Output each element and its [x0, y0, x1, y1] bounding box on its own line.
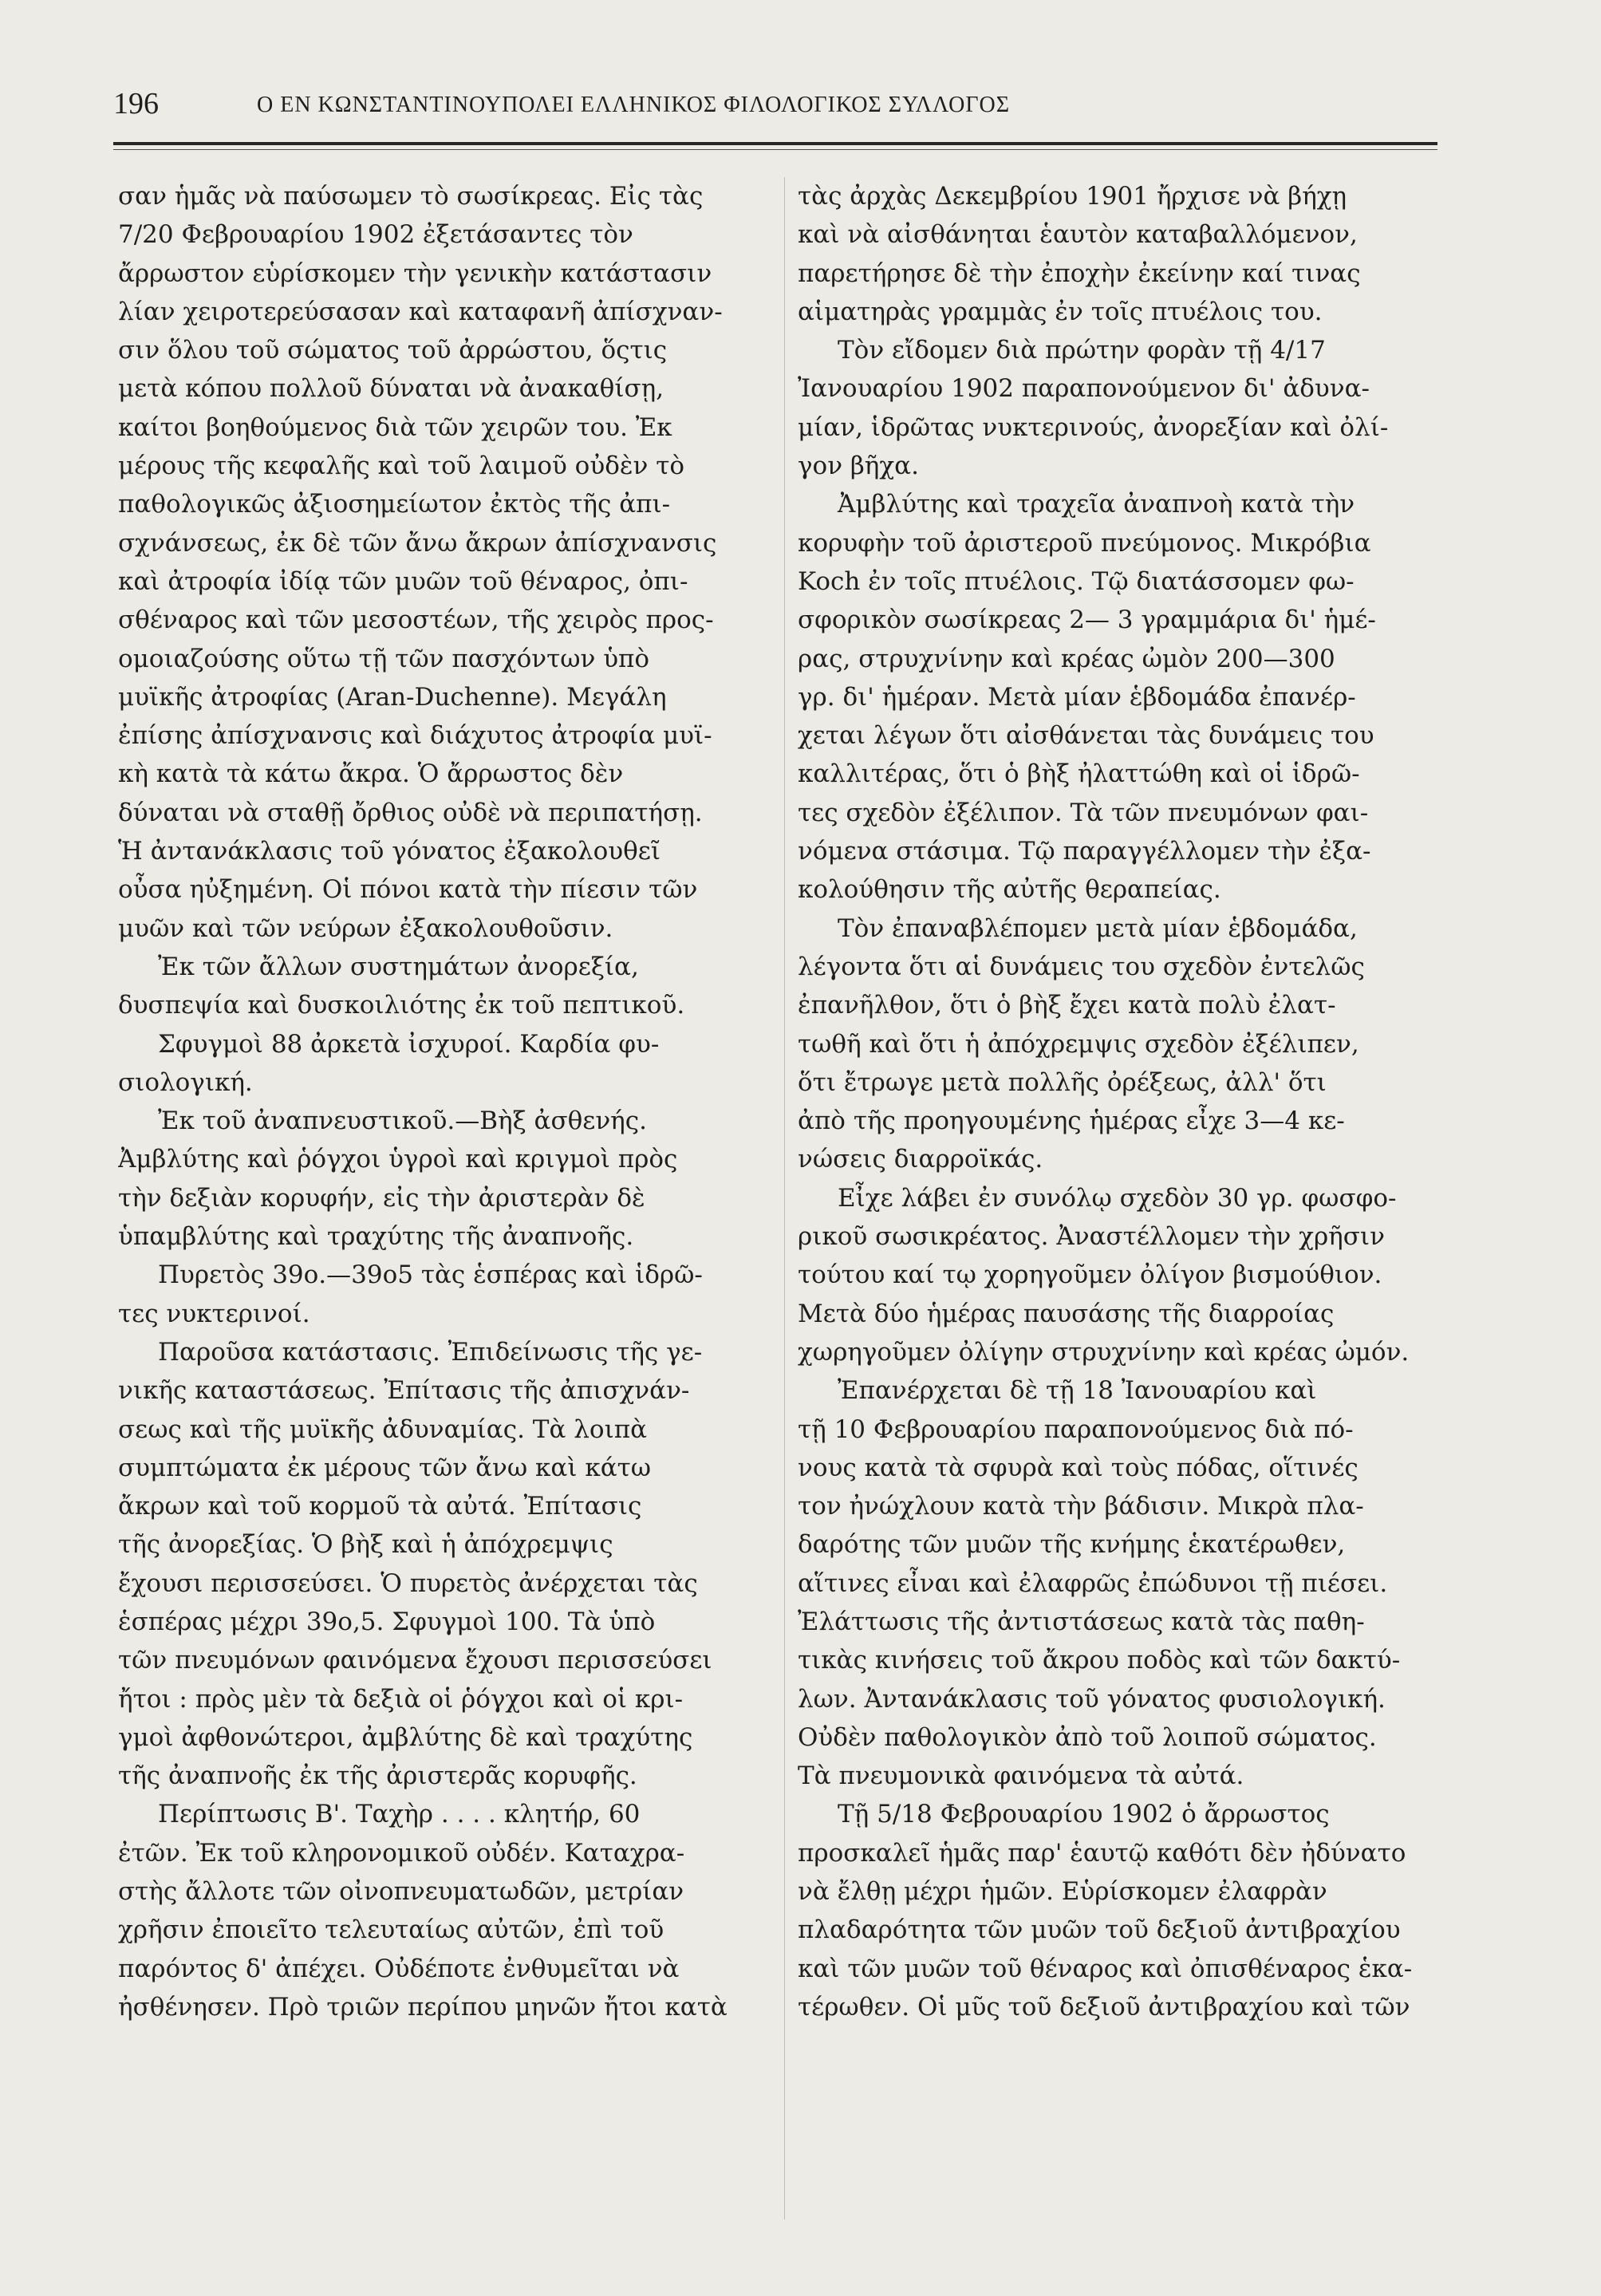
text-line: Ἐλάττωσις τῆς ἀντιστάσεως κατὰ τὰς παθη- [798, 1607, 1365, 1636]
text-line: Ἐκ τῶν ἄλλων συστημάτων ἀνορεξία, [158, 952, 639, 981]
text-line: καίτοι βοηθούμενος διὰ τῶν χειρῶν του. Ἐκ [118, 412, 672, 442]
right-column [798, 177, 1444, 2026]
text-line: τον ἠνώχλουν κατὰ τὴν βάδισιν. Μικρὰ πλα- [798, 1492, 1364, 1521]
text-line: ἑσπέρας μέχρι 39ο,5. Σφυγμοὶ 100. Τὰ ὑπὸ [118, 1607, 656, 1636]
text-line: Πυρετὸς 39ο.—39ο5 τὰς ἑσπέρας καὶ ἱδρῶ- [158, 1260, 703, 1290]
text-line: Τὸν εἴδομεν διὰ πρώτην φορὰν τῇ 4/17 [838, 336, 1326, 365]
text-line: Οὐδὲν παθολογικὸν ἀπὸ τοῦ λοιποῦ σώματος. [798, 1722, 1377, 1752]
text-line: μυῶν καὶ τῶν νεύρων ἐξακολουθοῦσιν. [118, 913, 613, 943]
text-line: Ἀμβλύτης καὶ ῥόγχοι ὑγροὶ καὶ κριγμοὶ πρὸς [118, 1145, 678, 1174]
text-line: σαν ἡμᾶς νὰ παύσωμεν τὸ σωσίκρεας. Εἰς τὰς [118, 182, 704, 211]
text-line: δυσπεψία καὶ δυσκοιλιότης ἐκ τοῦ πεπτικοῦ. [118, 991, 685, 1020]
text-line: Τῇ 5/18 Φεβρουαρίου 1902 ὁ ἄρρωστος [838, 1800, 1330, 1829]
text-line: γρ. δι' ἡμέραν. Μετὰ μίαν ἑβδομάδα ἐπανέρ- [798, 682, 1356, 712]
column-divider [784, 177, 785, 2219]
text-line: ἔχουσι περισσεύσει. Ὁ πυρετὸς ἀνέρχεται τὰς [118, 1568, 698, 1598]
text-line: γον βῆχα. [798, 452, 919, 481]
text-line: τέρωθεν. Οἱ μῦς τοῦ δεξιοῦ ἀντιβραχίου καὶ τῶν [798, 1992, 1410, 2022]
text-line: προσκαλεῖ ἡμᾶς παρ' ἑαυτῷ καθότι δὲν ἠδύνατο [798, 1838, 1406, 1868]
left-column [118, 177, 772, 2026]
text-line: Ἐκ τοῦ ἀναπνευστικοῦ.—Βὴξ ἀσθενής. [158, 1107, 647, 1136]
text-line: μέρους τῆς κεφαλῆς καὶ τοῦ λαιμοῦ οὐδὲν τὸ [118, 452, 685, 481]
text-line: Ἀμβλύτης καὶ τραχεῖα ἀναπνοὴ κατὰ τὴν [838, 490, 1355, 519]
text-line: τῆς ἀναπνοῆς ἐκ τῆς ἀριστερᾶς κορυφῆς. [118, 1761, 637, 1791]
text-line: νόμενα στάσιμα. Τῷ παραγγέλλομεν τὴν ἐξα- [798, 837, 1371, 866]
text-line: τωθῆ καὶ ὅτι ἡ ἀπόχρεμψις σχεδὸν ἐξέλιπεν, [798, 1029, 1359, 1059]
text-line: ρικοῦ σωσικρέατος. Ἀναστέλλομεν τὴν χρῆσιν [798, 1222, 1385, 1252]
text-line: τῇ 10 Φεβρουαρίου παραπονούμενος διὰ πό- [798, 1414, 1354, 1444]
text-line: μυϊκῆς ἀτροφίας (Aran-Duchenne). Μεγάλη [118, 682, 667, 712]
text-line: παρόντος δ' ἀπέχει. Οὐδέποτε ἐνθυμεῖται νὰ [118, 1954, 680, 1983]
text-line: ἐπίσης ἀπίσχνανσις καὶ διάχυτος ἀτροφία μυϊ- [118, 721, 712, 751]
text-line: Koch ἐν τοῖς πτυέλοις. Τῷ διατάσσομεν φω- [798, 566, 1355, 596]
header-rule [113, 142, 1437, 145]
text-line: ἤτοι : πρὸς μὲν τὰ δεξιὰ οἱ ῥόγχοι καὶ οἱ κρι- [118, 1684, 684, 1714]
text-line: ἐπανῆλθον, ὅτι ὁ βὴξ ἔχει κατὰ πολὺ ἐλατ- [798, 991, 1336, 1020]
text-line: καλλιτέρας, ὅτι ὁ βὴξ ἠλαττώθη καὶ οἱ ἱδρῶ- [798, 759, 1360, 789]
text-line: τῶν πνευμόνων φαινόμενα ἔχουσι περισσεύσει [118, 1646, 712, 1675]
text-line: στὴς ἄλλοτε τῶν οἰνοπνευματωδῶν, μετρίαν [118, 1877, 684, 1907]
text-line: Ἡ ἀντανάκλασις τοῦ γόνατος ἐξακολουθεῖ [118, 837, 661, 866]
text-line: Σφυγμοὶ 88 ἀρκετὰ ἰσχυροί. Καρδία φυ- [158, 1029, 660, 1059]
text-line: Μετὰ δύο ἡμέρας παυσάσης τῆς διαρροίας [798, 1299, 1335, 1328]
text-line: συμπτώματα ἐκ μέρους τῶν ἄνω καὶ κάτω [118, 1453, 652, 1482]
text-line: χρῆσιν ἐποιεῖτο τελευταίως αὐτῶν, ἐπὶ τοῦ [118, 1915, 664, 1945]
text-line: σεως καὶ τῆς μυϊκῆς ἀδυναμίας. Τὰ λοιπὰ [118, 1414, 648, 1444]
text-line: αἵτινες εἶναι καὶ ἐλαφρῶς ἐπώδυνοι τῇ πιέσει. [798, 1568, 1388, 1598]
text-line: τες νυκτερινοί. [118, 1299, 310, 1328]
page-number: 196 [113, 87, 159, 120]
text-line: τες σχεδὸν ἐξέλιπον. Τὰ τῶν πνευμόνων φαι- [798, 798, 1369, 827]
text-line: λίαν χειροτερεύσασαν καὶ καταφανῆ ἀπίσχναν- [118, 297, 723, 326]
text-line: σθέναρος καὶ τῶν μεσοστέων, τῆς χειρὸς προς- [118, 606, 714, 635]
text-line: ὅτι ἔτρωγε μετὰ πολλῆς ὀρέξεως, ἀλλ' ὅτι [798, 1067, 1327, 1097]
text-line: δύναται νὰ σταθῇ ὄρθιος οὐδὲ νὰ περιπατήσῃ. [118, 798, 703, 827]
text-line: καὶ ἀτροφία ἰδίᾳ τῶν μυῶν τοῦ θέναρος, ὀπι- [118, 566, 688, 596]
text-line: νώσεις διαρροϊκάς. [798, 1145, 1043, 1174]
text-line: ἠσθένησεν. Πρὸ τριῶν περίπου μηνῶν ἤτοι κατὰ [118, 1992, 728, 2022]
header-rule-thin [113, 149, 1437, 150]
text-line: δαρότης τῶν μυῶν τῆς κνήμης ἑκατέρωθεν, [798, 1530, 1346, 1560]
page-header [113, 86, 1437, 134]
text-line: λων. Ἀντανάκλασις τοῦ γόνατος φυσιολογική. [798, 1684, 1386, 1714]
text-line: τὴν δεξιὰν κορυφήν, εἰς τὴν ἀριστερὰν δὲ [118, 1183, 645, 1213]
text-line: αἱματηρὰς γραμμὰς ἐν τοῖς πτυέλοις του. [798, 297, 1323, 326]
text-line: τὰς ἀρχὰς Δεκεμβρίου 1901 ἤρχισε νὰ βήχῃ [798, 182, 1347, 211]
text-line: ὑπαμβλύτης καὶ τραχύτης τῆς ἀναπνοῆς. [118, 1222, 634, 1252]
running-title: Ο ΕΝ ΚΩΝΣΤΑΝΤΙΝΟΥΠΟΛΕΙ ΕΛΛΗΝΙΚΟΣ ΦΙΛΟΛΟΓΙΚΟΣ ΣΥΛΛΟΓΟΣ [257, 93, 1011, 117]
text-line: Ἐπανέρχεται δὲ τῇ 18 Ἰανουαρίου καὶ [838, 1376, 1317, 1406]
text-line: καὶ νὰ αἰσθάνηται ἑαυτὸν καταβαλλόμενον, [798, 220, 1358, 250]
text-line: ρας, στρυχνίνην καὶ κρέας ὠμὸν 200—300 [798, 644, 1335, 673]
text-line: καὶ τῶν μυῶν τοῦ θέναρος καὶ ὀπισθέναρος ἑκα- [798, 1954, 1413, 1983]
text-line: παθολογικῶς ἀξιοσημείωτον ἐκτὸς τῆς ἀπι- [118, 490, 671, 519]
text-line: χωρηγοῦμεν ὀλίγην στρυχνίνην καὶ κρέας ὠμόν. [798, 1337, 1410, 1367]
text-line: μετὰ κόπου πολλοῦ δύναται νὰ ἀνακαθίσῃ, [118, 374, 664, 404]
text-line: 7/20 Φεβρουαρίου 1902 ἐξετάσαντες τὸν [118, 220, 633, 250]
text-line: Παροῦσα κατάστασις. Ἐπιδείνωσις τῆς γε- [158, 1337, 703, 1367]
text-line: χεται λέγων ὅτι αἰσθάνεται τὰς δυνάμεις του [798, 721, 1374, 751]
text-line: παρετήρησε δὲ τὴν ἐποχὴν ἐκείνην καί τινας [798, 258, 1361, 288]
text-line: ἐτῶν. Ἐκ τοῦ κληρονομικοῦ οὐδέν. Καταχρα- [118, 1838, 685, 1868]
text-line: Τὸν ἐπαναβλέπομεν μετὰ μίαν ἑβδομάδα, [838, 913, 1358, 943]
text-line: τούτου καί τῳ χορηγοῦμεν ὀλίγον βισμούθιον. [798, 1260, 1382, 1290]
text-line: κὴ κατὰ τὰ κάτω ἄκρα. Ὁ ἄρρωστος δὲν [118, 759, 624, 789]
text-line: λέγοντα ὅτι αἱ δυνάμεις του σχεδὸν ἐντελῶς [798, 952, 1365, 981]
text-line: κολούθησιν τῆς αὐτῆς θεραπείας. [798, 875, 1221, 905]
text-line: σχνάνσεως, ἐκ δὲ τῶν ἄνω ἄκρων ἀπίσχνανσις [118, 528, 717, 558]
text-line: ομοιαζούσης οὕτω τῇ τῶν πασχόντων ὑπὸ [118, 644, 650, 673]
text-line: τῆς ἀνορεξίας. Ὁ βὴξ καὶ ἡ ἀπόχρεμψις [118, 1530, 613, 1560]
text-line: πλαδαρότητα τῶν μυῶν τοῦ δεξιοῦ ἀντιβραχίου [798, 1915, 1401, 1945]
text-line: γμοὶ ἀφθονώτεροι, ἀμβλύτης δὲ καὶ τραχύτης [118, 1722, 693, 1752]
text-line: ἄρρωστον εὑρίσκομεν τὴν γενικὴν κατάστασιν [118, 258, 712, 288]
text-line: Εἶχε λάβει ἐν συνόλῳ σχεδὸν 30 γρ. φωσφο- [838, 1183, 1397, 1213]
text-line: ἀπὸ τῆς προηγουμένης ἡμέρας εἶχε 3—4 κε- [798, 1107, 1345, 1136]
text-line: τικὰς κινήσεις τοῦ ἄκρου ποδὸς καὶ τῶν δακτύ- [798, 1646, 1401, 1675]
text-line: κορυφὴν τοῦ ἀριστεροῦ πνεύμονος. Μικρόβια [798, 528, 1371, 558]
text-line: ἄκρων καὶ τοῦ κορμοῦ τὰ αὐτά. Ἐπίτασις [118, 1492, 642, 1521]
text-line: σιν ὅλου τοῦ σώματος τοῦ ἀρρώστου, ὅςτις [118, 336, 668, 365]
text-line: Περίπτωσις Β'. Ταχὴρ . . . . κλητήρ, 60 [158, 1800, 641, 1829]
text-line: νὰ ἔλθῃ μέχρι ἡμῶν. Εὑρίσκομεν ἐλαφρὰν [798, 1877, 1327, 1907]
text-line: σφορικὸν σωσίκρεας 2— 3 γραμμάρια δι' ἡμέ- [798, 606, 1376, 635]
text-line: νικῆς καταστάσεως. Ἐπίτασις τῆς ἀπισχνάν- [118, 1376, 690, 1406]
text-line: νους κατὰ τὰ σφυρὰ καὶ τοὺς πόδας, οἵτινές [798, 1453, 1358, 1482]
text-line: μίαν, ἱδρῶτας νυκτερινούς, ἀνορεξίαν καὶ ὀλί- [798, 412, 1389, 442]
text-line: οὖσα ηὐξημένη. Οἱ πόνοι κατὰ τὴν πίεσιν τῶν [118, 875, 698, 905]
text-line: Τὰ πνευμονικὰ φαινόμενα τὰ αὐτά. [798, 1761, 1244, 1791]
text-line: σιολογική. [118, 1067, 253, 1097]
text-line: Ἰανουαρίου 1902 παραπονούμενον δι' ἀδυνα- [798, 374, 1370, 404]
